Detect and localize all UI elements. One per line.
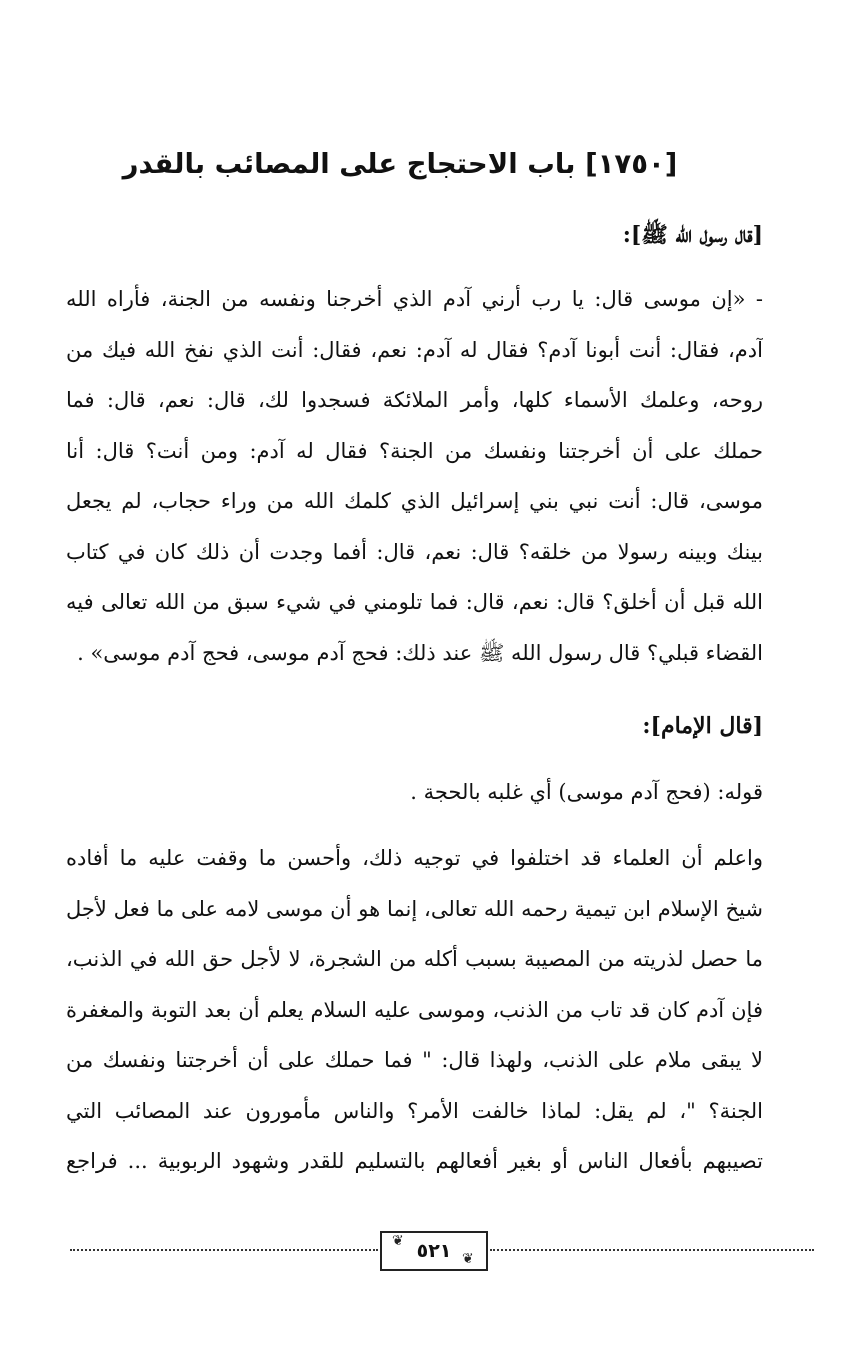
ornament-icon: ❦ [392,1233,404,1249]
footer-rule-left [70,1249,378,1251]
commentary-line: واعلم أن العلماء قد اختلفوا في توجيه ذلك، وأحسن ما وقفت عليه ما أفاده [66,846,763,870]
commentary-line: لا يبقى ملام على الذنب، ولهذا قال: " فما حملك على أن أخرجتنا ونفسك من [66,1048,763,1072]
commentary-line: تصيبهم بأفعال الناس أو بغير أفعالهم بالتسليم للقدر وشهود الربوبية ... فراجع [66,1149,763,1173]
hadith-line: بينك وبينه رسولا من خلقه؟ قال: نعم، قال: أفما وجدت أن ذلك كان في كتاب [66,539,763,564]
commentary-text [66,833,763,1187]
hadith-line: روحه، وعلمك الأسماء كلها، وأمر الملائكة فسجدوا لك، قال: نعم، قال: فما [66,388,763,412]
hadith-line: الله قبل أن أخلق؟ قال: نعم، قال: فما تلومني في شيء سبق من الله تعالى فيه [66,590,763,614]
page-number-text: ٥٢١ [416,1240,452,1262]
imam-section-label: [قال الإمام]: [642,713,763,739]
hadith-line: موسى، قال: أنت نبي بني إسرائيل الذي كلمك الله من وراء حجاب، لم يجعل [66,489,763,513]
commentary-line: فإن آدم كان قد تاب من الذنب، وموسى عليه السلام يعلم أن بعد التوبة والمغفرة [66,997,763,1022]
commentary-line: ما حصل لذريته من المصيبة بسبب أكله من الشجرة، لا لأجل حق الله في الذنب، [66,947,763,971]
commentary-line: شيخ الإسلام ابن تيمية رحمه الله تعالى، إنما هو أن موسى لامه على ما فعل لأجل [66,896,763,921]
commentary-line: الجنة؟ "، لم يقل: لماذا خالفت الأمر؟ والناس مأمورون عند المصائب التي [66,1098,763,1123]
hadith-line: آدم، فقال: أنت أبونا آدم؟ فقال له آدم: نعم، فقال: أنت الذي نفخ الله فيك من [66,337,763,362]
chapter-title: [١٧٥٠] باب الاحتجاج على المصائب بالقدر [122,148,678,180]
ornament-icon: ❦ [462,1251,474,1267]
hadith-line: حملك على أن أخرجتنا ونفسك من الجنة؟ فقال له آدم: ومن أنت؟ قال: أنا [66,438,763,463]
hadith-line: القضاء قبلي؟ قال رسول الله ﷺ عند ذلك: فحج آدم موسى، فحج آدم موسى» . [77,640,763,665]
hadith-line: - «إن موسى قال: يا رب أرني آدم الذي أخرجنا ونفسه من الجنة، فأراه الله [66,287,763,311]
commentary-intro: قوله: (فحج آدم موسى) أي غلبه بالحجة . [410,780,763,804]
hadith-text [66,274,763,678]
hadith-section-label: [قال رسول الله ﷺ]: [622,222,763,248]
footer-rule-right [490,1249,814,1251]
